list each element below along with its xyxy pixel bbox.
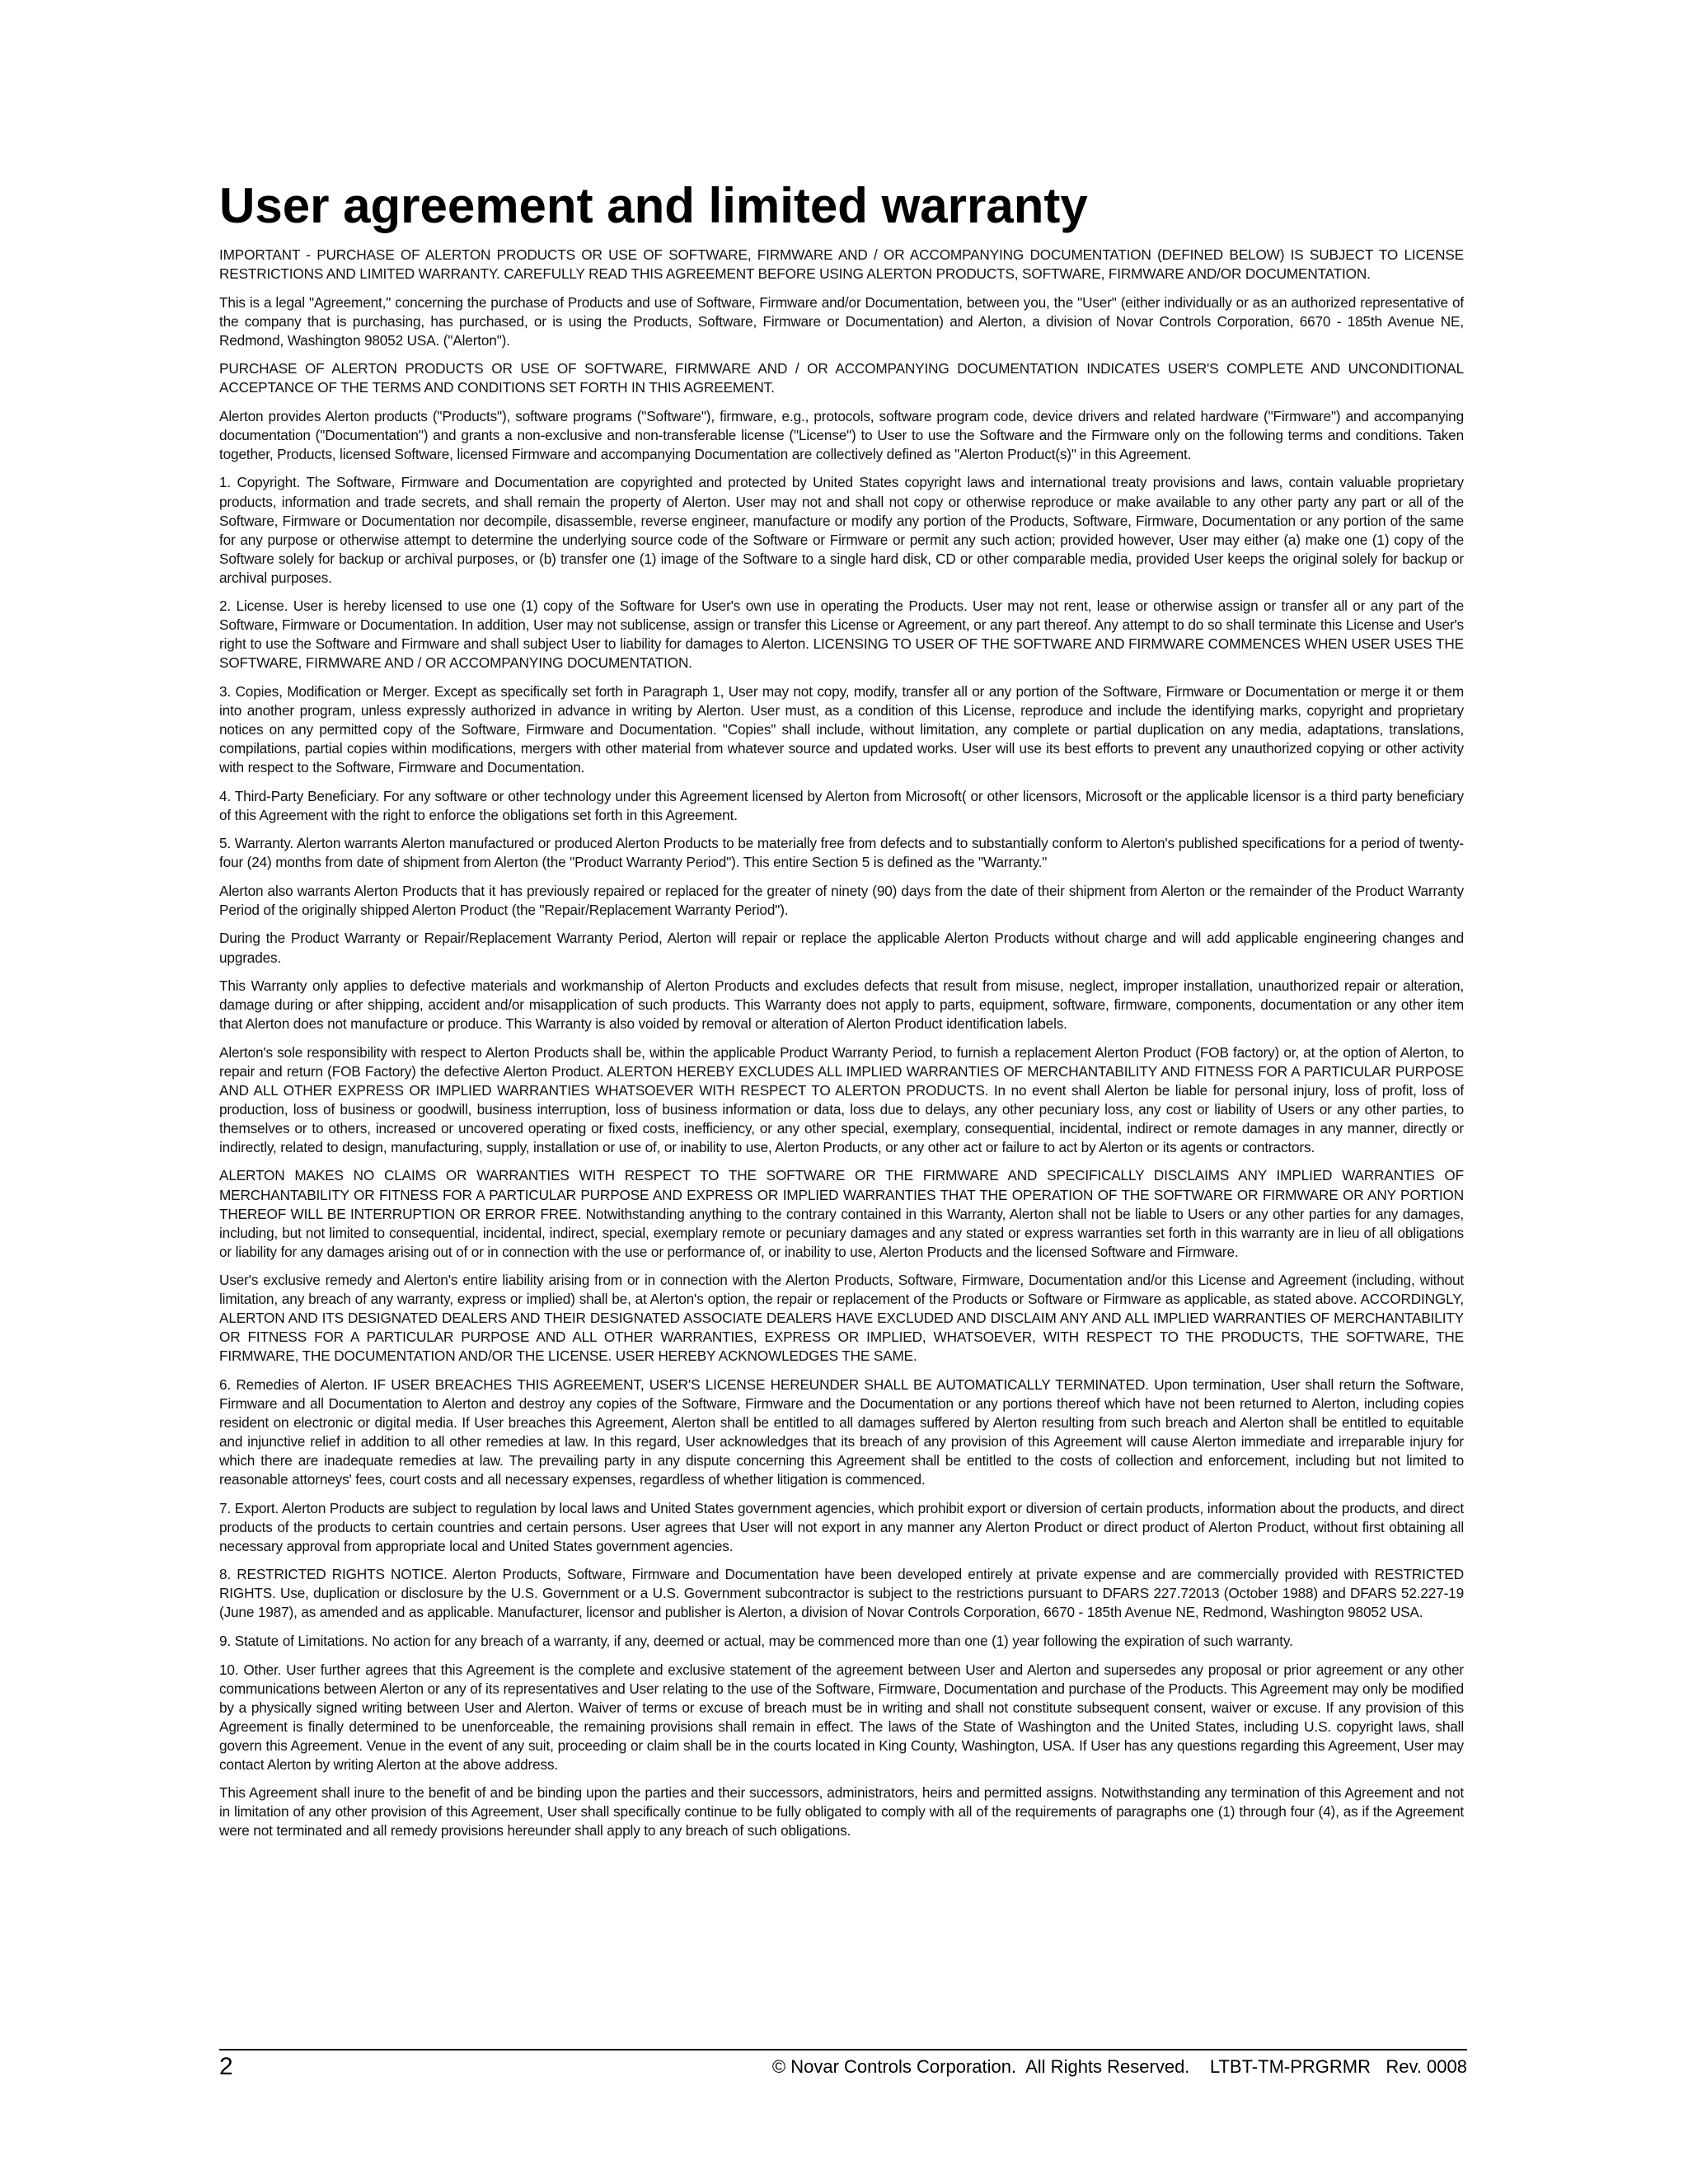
paragraph-inure-benefit: This Agreement shall inure to the benefit of and be binding upon the parties and their successors, administrators, heirs and permitted assigns. Notwithstanding any termination of this Agreement and not in limitation of any other provision of this Agreement, User shall specifically continue to be fully obligated to comply with all of the requirements of paragraphs one (1) through four (4), as if the Agreement were not terminated and all remedy provisions hereunder shall apply to any breach of such obligations. — [219, 1784, 1464, 1840]
agreement-body — [219, 246, 1464, 1850]
paragraph-copyright: 1. Copyright. The Software, Firmware and Documentation are copyrighted and protected by United States copyright laws and international treaty provisions and laws, contain valuable proprietary products, information and trade secrets, and shall remain the property of Alerton. User may not and shall not copy or otherwise reproduce or make available to any other party any part or all of the Software, Firmware or Documentation nor decompile, disassemble, reverse engineer, manufacture or modify any portion of the Products, Software, Firmware, Documentation or any portion of the same for any purpose or otherwise attempt to determine the underlying source code of the Software or Firmware or permit any such action; provided however, User may either (a) make one (1) copy of the Software solely for backup or archival purposes, or (b) transfer one (1) image of the Software to a single hard disk, CD or other comparable media, provided User keeps the original solely for backup or archival purposes. — [219, 474, 1464, 586]
paragraph-acceptance: PURCHASE OF ALERTON PRODUCTS OR USE OF SOFTWARE, FIRMWARE AND / OR ACCOMPANYING DOCUMENTATION INDICATES USER'S COMPLETE AND UNCONDITIONAL ACCEPTANCE OF THE TERMS AND CONDITIONS SET FORTH IN THIS AGREEMENT. — [219, 360, 1464, 396]
paragraph-important-notice: IMPORTANT - PURCHASE OF ALERTON PRODUCTS OR USE OF SOFTWARE, FIRMWARE AND / OR ACCOMPANYING DOCUMENTATION (DEFINED BELOW) IS SUBJECT TO LICENSE RESTRICTIONS AND LIMITED WARRANTY. CAREFULLY READ THIS AGREEMENT BEFORE USING ALERTON PRODUCTS, SOFTWARE, FIRMWARE AND/OR DOCUMENTATION. — [219, 246, 1464, 283]
paragraph-other: 10. Other. User further agrees that this Agreement is the complete and exclusive statement of the agreement between User and Alerton and supersedes any proposal or prior agreement or any other communications between Alerton or any of its representatives and User relating to the use of the Software, Firmware, Documentation and purchase of the Products. This Agreement may only be modified by a physically signed writing between User and Alerton. Waiver of terms or excuse of breach must be in writing and shall not constitute subsequent consent, waiver or excuse. If any provision of this Agreement is finally determined to be unenforceable, the remaining provisions shall remain in effect. The laws of the State of Washington and the United States, including U.S. copyright laws, shall govern this Agreement. Venue in the event of any suit, proceeding or claim shall be in the courts located in King County, Washington, USA. If User has any questions regarding this Agreement, User may contact Alerton by writing Alerton at the above address. — [219, 1661, 1464, 1773]
footer-copyright: © Novar Controls Corporation. All Rights Reserved. LTBT-TM-PRGRMR Rev. 0008 — [771, 2056, 1467, 2077]
page-title: User agreement and limited warranty — [219, 178, 1088, 233]
paragraph-definitions: Alerton provides Alerton products ("Products"), software programs ("Software"), firmware, e.g., protocols, software program code, device drivers and related hardware ("Firmware") and accompanying documentation ("Documentation") and grants a non-exclusive and non-transferable license ("License") to User to use the Software and the Firmware only on the following terms and conditions. Taken together, Products, licensed Software, licensed Firmware and accompanying Documentation are collectively defined as "Alerton Product(s)" in this Agreement. — [219, 407, 1464, 462]
page-number: 2 — [219, 2053, 233, 2080]
paragraph-license: 2. License. User is hereby licensed to use one (1) copy of the Software for User's own use in operating the Products. User may not rent, lease or otherwise assign or transfer all or any part of the Software, Firmware or Documentation. In addition, User may not sublicense, assign or transfer this License or Agreement, or any part thereof. Any attempt to do so shall terminate this License and User's right to use the Software and Firmware and shall subject User to liability for damages to Alerton. LICENSING TO USER OF THE SOFTWARE AND FIRMWARE COMMENCES WHEN USER USES THE SOFTWARE, FIRMWARE AND / OR ACCOMPANYING DOCUMENTATION. — [219, 598, 1464, 672]
paragraph-export: 7. Export. Alerton Products are subject to regulation by local laws and United States government agencies, which prohibit export or diversion of certain products, information about the products, and direct products of the products to certain countries and certain persons. User agrees that User will not export in any manner any Alerton Product or direct product of Alerton Product, without first obtaining all necessary approval from appropriate local and United States government agencies. — [219, 1499, 1464, 1554]
paragraph-repair-warranty: Alerton also warrants Alerton Products that it has previously repaired or replaced for the greater of ninety (90) days from the date of their shipment from Alerton or the remainder of the Product Warranty Period of the originally shipped Alerton Product (the "Repair/Replacement Warranty Period"). — [219, 882, 1464, 918]
paragraph-repair-replace: During the Product Warranty or Repair/Replacement Warranty Period, Alerton will repair or replace the applicable Alerton Products without charge and will add applicable engineering changes and upgrades. — [219, 930, 1464, 966]
paragraph-third-party: 4. Third-Party Beneficiary. For any software or other technology under this Agreement licensed by Alerton from Microsoft( or other licensors, Microsoft or the applicable licensor is a third party beneficiary of this Agreement with the right to enforce the obligations set forth in this Agreement. — [219, 787, 1464, 823]
paragraph-warranty-scope: This Warranty only applies to defective materials and workmanship of Alerton Products and excludes defects that result from misuse, neglect, improper installation, unauthorized repair or alteration, damage during or after shipping, accident and/or misapplication of such products. This Warranty does not apply to parts, equipment, software, firmware, components, documentation or any other item that Alerton does not manufacture or produce. This Warranty is also voided by removal or alteration of Alerton Product identification labels. — [219, 977, 1464, 1033]
footer-divider — [219, 2049, 1467, 2050]
paragraph-remedies: 6. Remedies of Alerton. IF USER BREACHES THIS AGREEMENT, USER'S LICENSE HEREUNDER SHALL BE AUTOMATICALLY TERMINATED. Upon termination, User shall return the Software, Firmware and all Documentation to Alerton and destroy any copies of the Software, Firmware and the Documentation or any portions thereof which have not been returned to Alerton, including copies resident on electronic or digital media. If User breaches this Agreement, Alerton shall be entitled to all damages suffered by Alerton resulting from such breach and Alerton shall be entitled to equitable and injunctive relief in addition to all other remedies at law. In this regard, User acknowledges that its breach of any provision of this Agreement will cause Alerton immediate and irreparable injury for which there are inadequate remedies at law. The prevailing party in any dispute concerning this Agreement shall be entitled to the costs of collection and enforcement, including but not limited to reasonable attorneys' fees, court costs and all necessary expenses, regardless of whether litigation is commenced. — [219, 1376, 1464, 1488]
paragraph-legal-agreement: This is a legal "Agreement," concerning the purchase of Products and use of Software, Firmware and/or Documentation, between you, the "User" (either individually or as an authorized representative of the company that is purchasing, has purchased, or is using the Products, Software, Firmware or Documentation) and Alerton, a division of Novar Controls Corporation, 6670 - 185th Avenue NE, Redmond, Washington 98052 USA. ("Alerton"). — [219, 293, 1464, 349]
paragraph-warranty: 5. Warranty. Alerton warrants Alerton manufactured or produced Alerton Products to be materially free from defects and to substantially conform to Alerton's published specifications for a period of twenty-four (24) months from date of shipment from Alerton (the "Product Warranty Period"). This entire Section 5 is defined as the "Warranty." — [219, 835, 1464, 871]
paragraph-restricted-rights: 8. RESTRICTED RIGHTS NOTICE. Alerton Products, Software, Firmware and Documentation have been developed entirely at private expense and are commercially provided with RESTRICTED RIGHTS. Use, duplication or disclosure by the U.S. Government or a U.S. Government subcontractor is subject to the restrictions pursuant to DFARS 227.72013 (October 1988) and DFARS 52.227-19 (June 1987), as amended and as applicable. Manufacturer, licensor and publisher is Alerton, a division of Novar Controls Corporation, 6670 - 185th Avenue NE, Redmond, Washington 98052 USA. — [219, 1566, 1464, 1621]
paragraph-statute-limitations: 9. Statute of Limitations. No action for any breach of a warranty, if any, deemed or actual, may be commenced more than one (1) year following the expiration of such warranty. — [219, 1633, 1293, 1649]
paragraph-sole-responsibility: Alerton's sole responsibility with respect to Alerton Products shall be, within the applicable Product Warranty Period, to furnish a replacement Alerton Product (FOB factory) or, at the option of Alerton, to repair and return (FOB Factory) the defective Alerton Product. ALERTON HEREBY EXCLUDES ALL IMPLIED WARRANTIES OF MERCHANTABILITY AND FITNESS FOR A PARTICULAR PURPOSE AND ALL OTHER EXPRESS OR IMPLIED WARRANTIES WHATSOEVER WITH RESPECT TO ALERTON PRODUCTS. In no event shall Alerton be liable for personal injury, loss of profit, loss of production, loss of business or goodwill, business interruption, loss of business information or data, loss due to delays, any other pecuniary loss, any cost or liability of Users or any other parties, to themselves or to others, increased or uncovered operating or fixed costs, inefficiency, or any other special, exemplary, consequential, incidental, indirect or remote damages in any manner, directly or indirectly, related to design, manufacturing, supply, installation or use of, or inability to use, Alerton Products, or any other act or failure to act by Alerton or its agents or contractors. — [219, 1043, 1464, 1155]
paragraph-copies-modification: 3. Copies, Modification or Merger. Except as specifically set forth in Paragraph 1, User may not copy, modify, transfer all or any portion of the Software, Firmware or Documentation or merge it or them into another program, unless expressly authorized in advance in writing by Alerton. User must, as a condition of this License, reproduce and include the identifying marks, copyright and proprietary notices on any permitted copy of the Software, Firmware and Documentation. "Copies" shall include, without limitation, any complete or partial duplication on any media, adaptations, translations, compilations, partial copies within modifications, mergers with other material from whatever source and updated works. User will use its best efforts to prevent any unauthorized copying or other activity with respect to the Software, Firmware and Documentation. — [219, 682, 1464, 776]
paragraph-exclusive-remedy: User's exclusive remedy and Alerton's entire liability arising from or in connection with the Alerton Products, Software, Firmware, Documentation and/or this License and Agreement (including, without limitation, any breach of any warranty, express or implied) shall be, at Alerton's option, the repair or replacement of the Products or Software or Firmware as applicable, as stated above. ACCORDINGLY, ALERTON AND ITS DESIGNATED DEALERS AND THEIR DESIGNATED ASSOCIATE DEALERS HAVE EXCLUDED AND DISCLAIM ANY AND ALL IMPLIED WARRANTIES OF MERCHANTABILITY OR FITNESS FOR A PARTICULAR PURPOSE AND ALL OTHER WARRANTIES, EXPRESS OR IMPLIED, WHATSOEVER, WITH RESPECT TO THE PRODUCTS, THE SOFTWARE, THE FIRMWARE, THE DOCUMENTATION AND/OR THE LICENSE. USER HEREBY ACKNOWLEDGES THE SAME. — [219, 1272, 1464, 1365]
paragraph-no-claims: ALERTON MAKES NO CLAIMS OR WARRANTIES WITH RESPECT TO THE SOFTWARE OR THE FIRMWARE AND SPECIFICALLY DISCLAIMS ANY IMPLIED WARRANTIES OF MERCHANTABILITY OR FITNESS FOR A PARTICULAR PURPOSE AND EXPRESS OR IMPLIED WARRANTIES THAT THE OPERATION OF THE SOFTWARE OR FIRMWARE OR ANY PORTION THEREOF WILL BE INTERRUPTION OR ERROR FREE. Notwithstanding anything to the contrary contained in this Warranty, Alerton shall not be liable to Users or any other parties for any damages, including, but not limited to consequential, incidental, indirect, special, exemplary remote or pecuniary damages and any stated or express warranties set forth in this warranty are in lieu of all obligations or liability for any damages arising out of or in connection with the use or performance of, or inability to use, Alerton Products and the licensed Software and Firmware. — [219, 1167, 1464, 1260]
